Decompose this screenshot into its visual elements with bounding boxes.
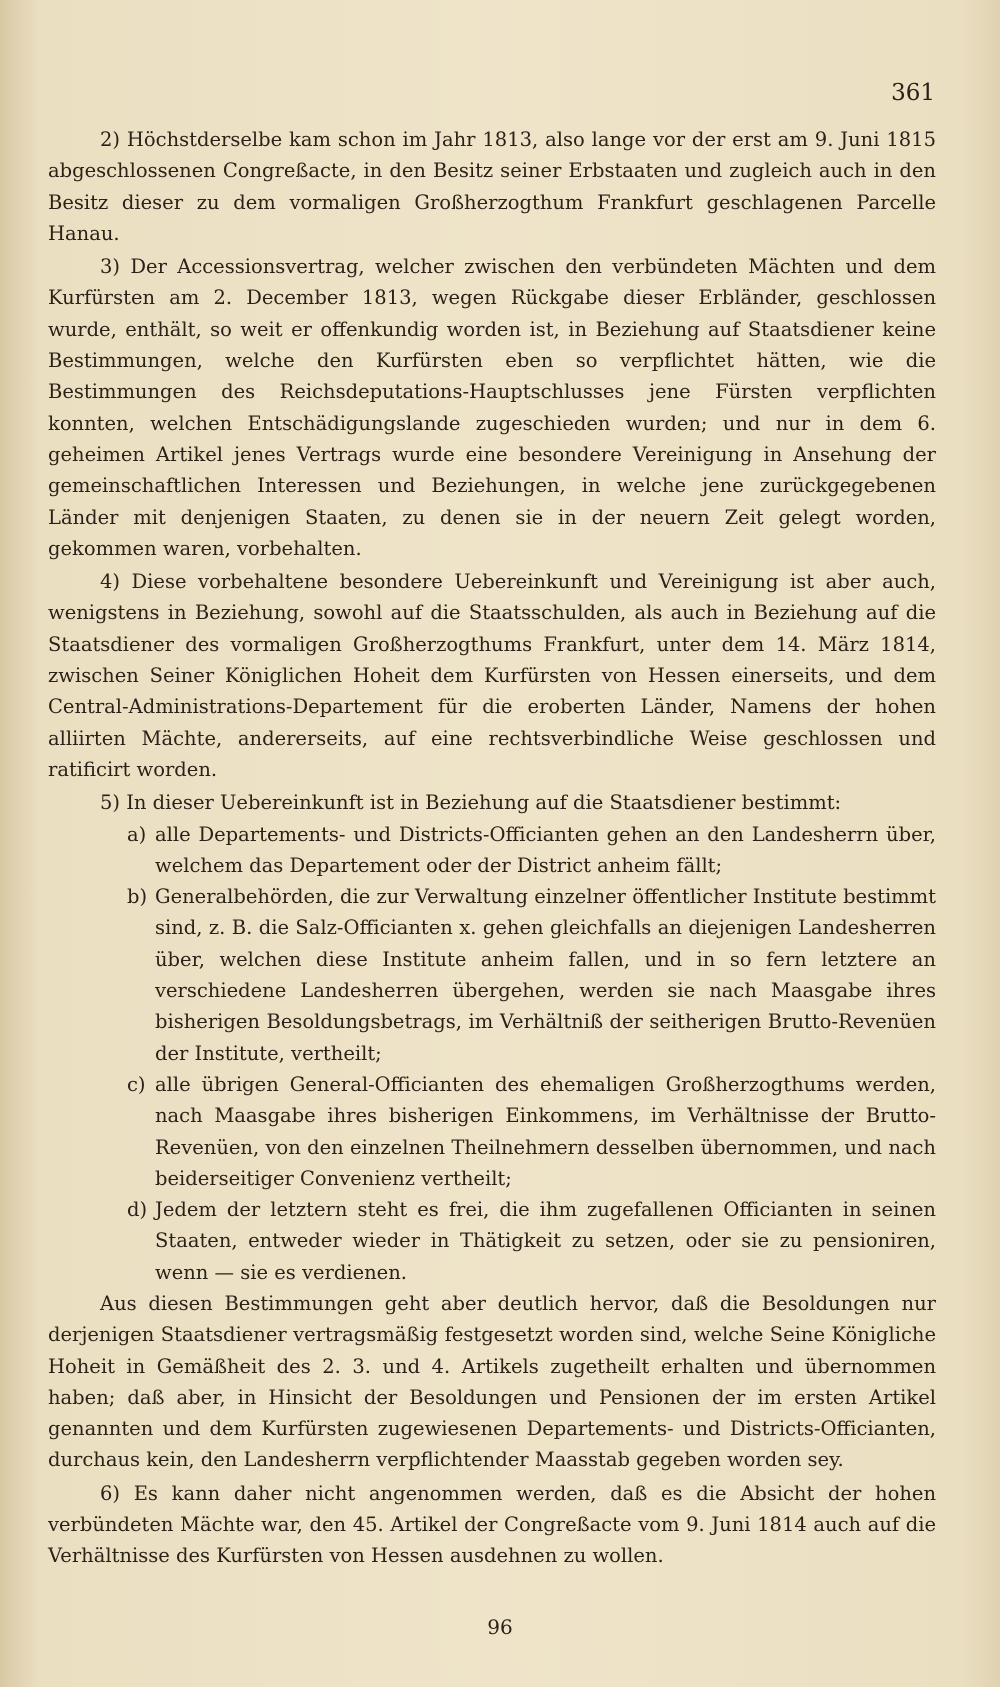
- paragraph-2: 2) Höchstderselbe kam schon im Jahr 1813, also lange vor der erst am 9. Juni 1815 abgeschlossenen Congreßacte, in den Besitz seiner Erbstaaten und zugleich auch in den Besitz dieser zu dem vormaligen Großherzogthum Frankfurt geschlagenen Parcelle Hanau.: [48, 128, 936, 245]
- list-item-text: alle übrigen General-Officianten des ehemaligen Großherzogthums werden, nach Maasgabe ihres bisherigen Einkommens, im Verhältnisse der Brutto-Revenüen, von den einzelnen Theilnehmern desselben übernommen, und nach beiderseitiger Convenienz vertheilt;: [155, 1072, 936, 1190]
- paragraph-5: 5) In dieser Uebereinkunft ist in Beziehung auf die Staatsdiener bestimmt:: [100, 791, 842, 815]
- list-item-label: c): [127, 1072, 146, 1096]
- paragraph-3: 3) Der Accessionsvertrag, welcher zwischen den verbündeten Mächten und dem Kurfürsten am 2. December 1813, wegen Rückgabe dieser Erbländer, geschlossen wurde, enthält, so weit er offenkundig worden ist, in Beziehung auf Staatsdiener keine Bestimmungen, welche den Kurfürsten eben so verpflichtet hätten, wie die Bestimmungen des Reichsdeputations-Hauptschlusses jene Fürsten verpflichten konnten, welchen Entschädigungslande zugeschieden wurden; und nur in dem 6. geheimen Artikel jenes Vertrags wurde eine besondere Vereinigung in Ansehung der gemeinschaftlichen Interessen und Beziehungen, in welche jene zurückgegebenen Länder mit denjenigen Staaten, zu denen sie in der neuern Zeit gelegt worden, gekommen waren, vorbehalten.: [48, 255, 936, 560]
- page-number: 361: [891, 80, 935, 106]
- paragraph-conclusion: Aus diesen Bestimmungen geht aber deutlich hervor, daß die Besoldungen nur derjenigen Staatsdiener vertragsmäßig festgesetzt worden sind, welche Seine Königliche Hoheit in Gemäßheit des 2. 3. und 4. Artikels zugetheilt erhalten und übernommen haben; daß aber, in Hinsicht der Besoldungen und Pensionen der im ersten Artikel genannten und dem Kurfürsten zugewiesenen Departements- und Districts-Officianten, durchaus kein, den Landesherrn verpflichtender Maasstab gegeben worden sey.: [48, 1291, 936, 1472]
- paragraph-6: 6) Es kann daher nicht angenommen werden, daß es die Absicht der hohen verbündeten Mächte war, den 45. Artikel der Congreßacte vom 9. Juni 1814 auch auf die Verhältnisse des Kurfürsten von Hessen ausdehnen zu wollen.: [48, 1481, 936, 1568]
- signature-mark: 96: [487, 1615, 513, 1639]
- list-item-a: [127, 819, 936, 882]
- paragraph-4: 4) Diese vorbehaltene besondere Uebereinkunft und Vereinigung ist aber auch, wenigstens in Beziehung, sowohl auf die Staatsschulden, als auch in Beziehung auf die Staatsdiener des vormaligen Großherzogthums Frankfurt, unter dem 14. März 1814, zwischen Seiner Königlichen Hoheit dem Kurfürsten von Hessen einerseits, und dem Central-Administrations-Departement für die eroberten Länder, Namens der hohen alliirten Mächte, andererseits, auf eine rechtsverbindliche Weise geschlossen und ratificirt worden.: [48, 570, 936, 781]
- list-item-text: Generalbehörden, die zur Verwaltung einzelner öffentlicher Institute bestimmt sind, z. B. die Salz-Officianten x. gehen gleichfalls an diejenigen Landesherren über, welchen diese Institute anheim fallen, und in so fern letztere an verschiedene Landesherren übergehen, werden sie nach Maasgabe ihres bisherigen Besoldungsbetrags, im Verhältniß der seitherigen Brutto-Revenüen der Institute, vertheilt;: [155, 885, 936, 1065]
- list-item-d: [127, 1194, 936, 1288]
- list-item-c: [127, 1069, 936, 1194]
- list-item-text: alle Departements- und Districts-Officianten gehen an den Landesherrn über, welchem das Departement oder der District anheim fällt;: [155, 822, 936, 877]
- list-item-text: Jedem der letztern steht es frei, die ihm zugefallenen Officianten in seinen Staaten, entweder wieder in Thätigkeit zu setzen, oder sie zu pensioniren, wenn — sie es verdienen.: [155, 1198, 936, 1284]
- list-item-label: a): [127, 822, 147, 846]
- list-item-label: d): [127, 1198, 148, 1222]
- list-item-b: [127, 881, 936, 1069]
- list-item-label: b): [127, 885, 148, 909]
- body-text: [48, 124, 936, 1572]
